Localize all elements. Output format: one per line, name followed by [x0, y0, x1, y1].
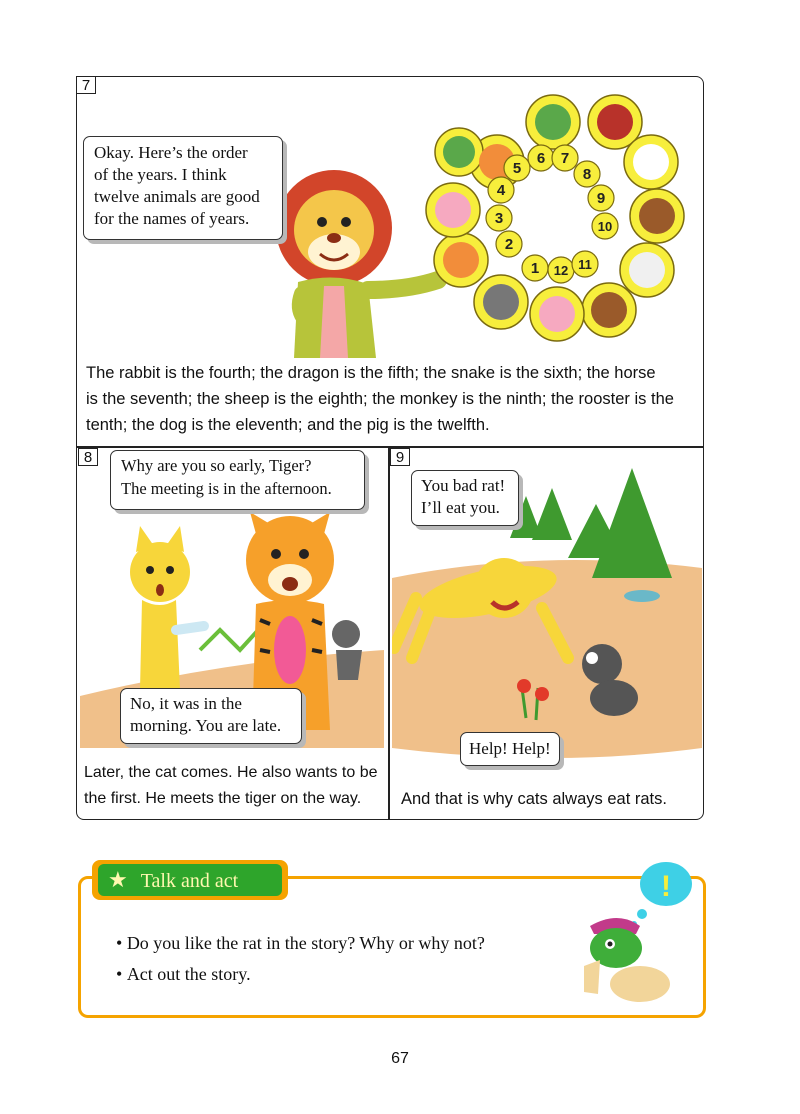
panel-7-caption [86, 360, 698, 438]
bubble-line: morning. You are late. [130, 716, 282, 735]
wheel-number: 5 [512, 160, 522, 177]
panel-9-caption: And that is why cats always eat rats. [401, 790, 667, 808]
page-number: 67 [391, 1050, 409, 1067]
panel-number-9: 9 [390, 448, 410, 466]
bubble-line: I’ll eat you. [421, 498, 500, 517]
list-item [116, 959, 485, 990]
rat-help-bubble: Help! Help! [460, 732, 560, 766]
caption-line: Later, the cat comes. He also wants to be [84, 764, 378, 781]
wheel-number: 4 [496, 182, 506, 199]
wheel-number: 10 [597, 219, 613, 234]
caption-line: The rabbit is the fourth; the dragon is the fifth; the snake is the sixth; the horse [86, 364, 656, 382]
bubble-line: Why are you so early, Tiger? [121, 456, 312, 475]
bubble-line: Okay. Here’s the order [94, 143, 248, 162]
panel-number-7: 7 [76, 76, 96, 94]
list-item-text: Act out the story. [126, 964, 251, 984]
list-item-text: Do you like the rat in the story? Why or why not? [126, 933, 485, 953]
exclamation-mark: ! [661, 870, 671, 903]
talk-and-act-title: Talk and act [140, 870, 239, 892]
cat-speech-bubble [110, 450, 365, 510]
bubble-line: twelve animals are good [94, 187, 260, 206]
list-item [116, 928, 485, 959]
bullet-icon: • [116, 933, 127, 953]
bubble-line: No, it was in the [130, 694, 242, 713]
wheel-number: 8 [582, 166, 592, 183]
bubble-line: You bad rat! [421, 476, 506, 495]
panel-number-8: 8 [78, 448, 98, 466]
wheel-number: 11 [578, 257, 592, 272]
cat-threat-bubble [411, 470, 519, 526]
bubble-line: for the names of years. [94, 209, 250, 228]
wheel-number: 6 [536, 150, 546, 167]
caption-line: the first. He meets the tiger on the way. [84, 790, 362, 807]
wheel-number: 2 [504, 236, 514, 253]
panel-divider-vertical [388, 446, 390, 820]
wheel-number: 12 [553, 263, 569, 278]
talk-and-act-list [116, 928, 485, 990]
caption-line: is the seventh; the sheep is the eighth; the monkey is the ninth; the rooster is the [86, 390, 674, 408]
zodiac-wheel [425, 88, 693, 350]
tiger-speech-bubble [120, 688, 302, 744]
bubble-line: The meeting is in the afternoon. [121, 479, 332, 498]
wheel-number: 7 [560, 150, 570, 167]
bubble-line: of the years. I think [94, 165, 227, 184]
lion-speech-bubble [83, 136, 283, 240]
wheel-number: 9 [596, 190, 606, 207]
wheel-number: 3 [494, 210, 504, 227]
lion-illustration [268, 162, 448, 358]
star-icon: ★ [108, 867, 128, 892]
wheel-number: 1 [530, 260, 540, 277]
panel-8-caption [84, 760, 384, 812]
talk-and-act-header [98, 864, 282, 896]
turtle-mascot-illustration [570, 856, 700, 1004]
caption-line: tenth; the dog is the eleventh; and the pig is the twelfth. [86, 416, 490, 434]
bullet-icon: • [116, 964, 127, 984]
